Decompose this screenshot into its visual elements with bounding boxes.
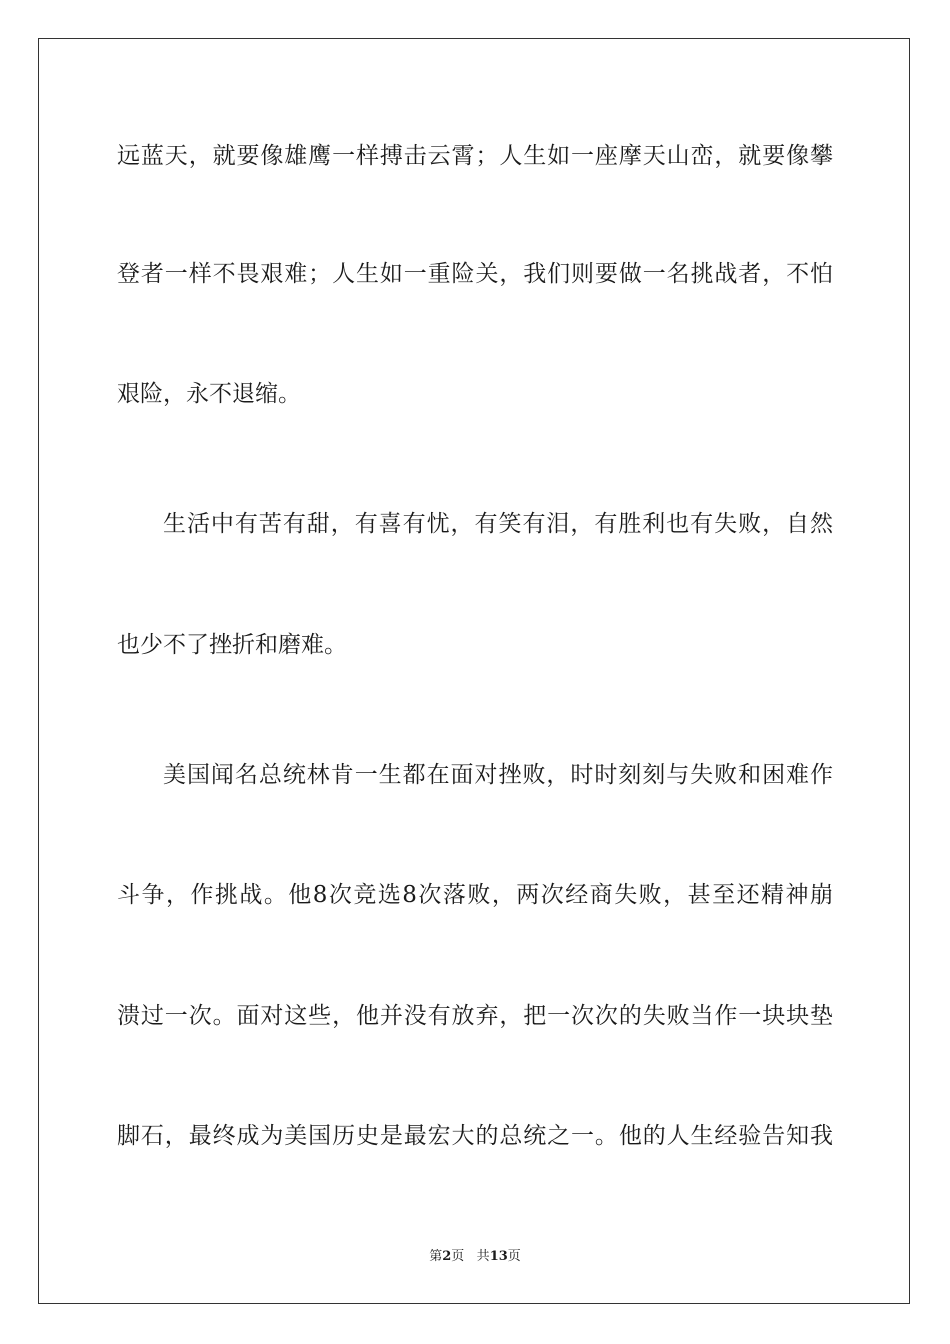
paragraph-line-5: 也少不了挫折和磨难。 [117,632,347,658]
footer-page-number: 2 [442,1249,452,1264]
footer-total-prefix: 共 [476,1249,490,1264]
footer-total-suffix: 页 [507,1249,521,1264]
paragraph-line-4: 生活中有苦有甜，有喜有忧，有笑有泪，有胜利也有失败，自然 [163,511,833,537]
footer-page-prefix: 第 [429,1249,443,1264]
footer-total-number: 13 [489,1249,508,1264]
page-border [38,38,910,1304]
paragraph-line-9: 脚石，最终成为美国历史是最宏大的总统之一。他的人生经验告知我 [117,1123,833,1149]
paragraph-line-3: 艰险，永不退缩。 [117,381,301,407]
paragraph-line-2: 登者一样不畏艰难；人生如一重险关，我们则要做一名挑战者，不怕 [117,261,833,287]
paragraph-line-1: 远蓝天，就要像雄鹰一样搏击云霄；人生如一座摩天山峦，就要像攀 [117,143,833,169]
paragraph-line-6: 美国闻名总统林肯一生都在面对挫败，时时刻刻与失败和困难作 [163,762,833,788]
footer-page-suffix: 页 [451,1249,465,1264]
paragraph-line-7: 斗争，作挑战。他8次竞选8次落败，两次经商失败，甚至还精神崩 [117,882,833,908]
paragraph-line-8: 溃过一次。面对这些，他并没有放弃，把一次次的失败当作一块块垫 [117,1003,833,1029]
page-footer [0,1248,950,1266]
